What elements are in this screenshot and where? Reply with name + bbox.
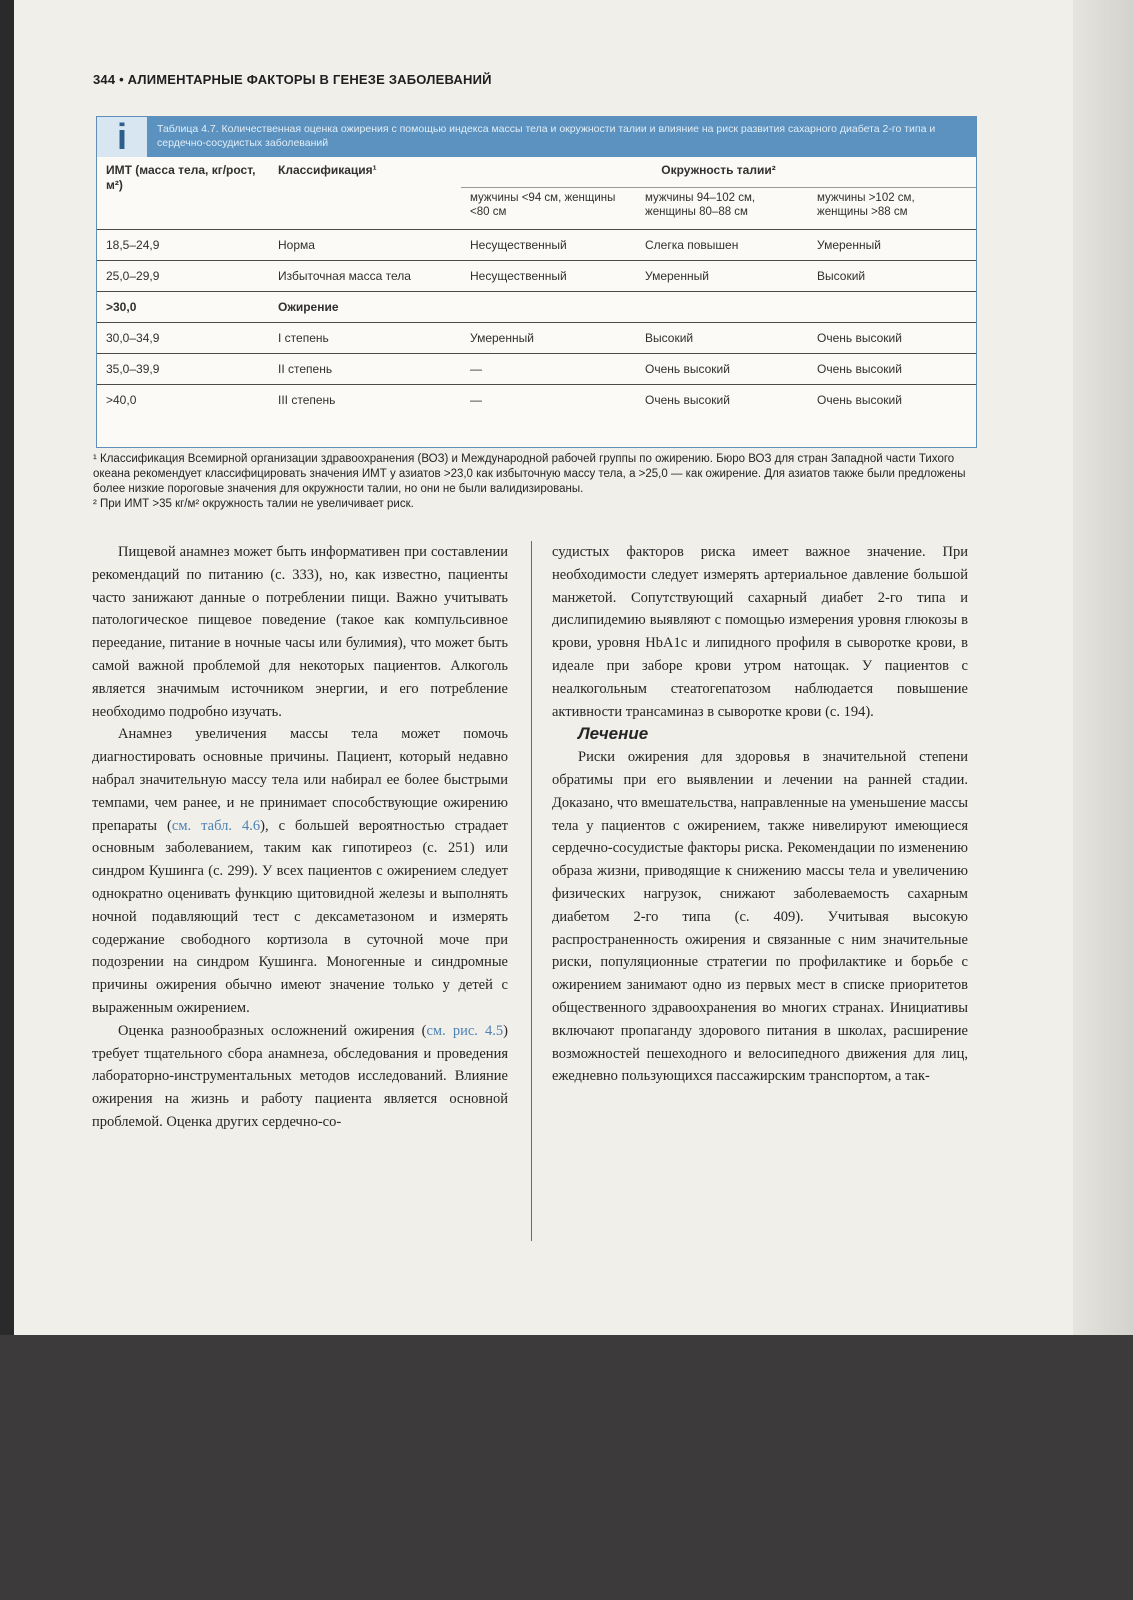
column-divider [531, 541, 532, 1241]
table-caption: Таблица 4.7. Количественная оценка ожирения с помощью индекса массы тела и окружности талии и влияние на риск развития сахарного диабета 2-го типа и сердечно-сосудистых заболеваний [157, 123, 936, 149]
header-classification: Классификация¹ [269, 157, 461, 230]
table-footnotes [93, 452, 978, 512]
paragraph: Пищевой анамнез может быть информативен при составлении рекомендаций по питанию (с. 333), но, как известно, пациенты часто занижают данные о потреблении пищи. Важно учитывать патологическое пищевое поведение (такое как компульсивное переедание, питание в ночные часы или булимия), что может быть самой важной проблемой для некоторых пациентов. Алкоголь является значимым источником энергии, и его потребление необходимо подробно изучать. [92, 544, 508, 720]
header-waist-mid: мужчины 94–102 см, женщины 80–88 см [636, 188, 808, 230]
table-row [97, 385, 976, 416]
cell-bmi: 35,0–39,9 [97, 354, 269, 385]
scan-background-bottom [0, 1335, 1133, 1600]
cell-risk: Умеренный [636, 261, 808, 292]
footnote-2: ² При ИМТ >35 кг/м² окружность талии не увеличивает риск. [93, 498, 414, 510]
text-run: ), с большей вероятностью страдает основным заболеванием, таким как гипотиреоз (с. 251) или синдром Кушинга (с. 299). У всех пациентов с ожирением следует однократно оценивать функцию щитовидной железы и выполнять ночной подавляющий тест с дексаметазоном и измерять содержание свободного кортизола в суточной моче при подозрении на синдром Кушинга. Моногенные и синдромные причины ожирения обычно имеют значение только у детей с выраженным ожирением. [92, 817, 508, 1016]
paragraph: Риски ожирения для здоровья в значительной степени обратимы при его выявлении и лечении на ранней стадии. Доказано, что вмешательства, направленные на уменьшение массы тела у пациентов с ожирением, также нивелируют имеющиеся сердечно-сосудистые факторы риска. Рекомендации по изменению образа жизни, приводящие к снижению массы тела и увеличению физических нагрузок, снижают заболеваемость сахарным диабетом 2-го типа (с. 409). Учитывая высокую распространенность ожирения и связанные с ним значительные риски, популяционные стратегии по профилактике и борьбе с ожирением занимают одно из первых мест в списке приоритетов общественного здравоохранения во многих странах. Инициативы включают пропаганду здорового питания в школах, расширение возможностей пешеходного и велосипедного движения для лиц, ежедневно пользующихся пассажирским транспортом, а так- [552, 749, 968, 1085]
table-4-7 [96, 116, 977, 448]
cell-risk [808, 292, 976, 323]
cell-risk: Очень высокий [636, 354, 808, 385]
paragraph [92, 1020, 508, 1134]
header-bmi: ИМТ (масса тела, кг/рост, м²) [97, 157, 269, 230]
table-header-row [97, 157, 976, 188]
bmi-table [97, 157, 976, 415]
cell-risk: Слегка повышен [636, 230, 808, 261]
table-row [97, 323, 976, 354]
header-waist: Окружность талии² [461, 157, 976, 188]
cell-bmi: >40,0 [106, 393, 137, 407]
paragraph [92, 723, 508, 1019]
cell-class: Ожирение [269, 292, 461, 323]
cell-class: I степень [269, 323, 461, 354]
footnote-1: ¹ Классификация Всемирной организации здравоохранения (ВОЗ) и Международной рабочей группы по ожирению. Бюро ВОЗ для стран Западной части Тихого океана рекомендует классифицировать значения ИМТ у азиатов >23,0 как избыточную массу тела, а >25,0 — как ожирение. Для азиатов также были предложены более низкие пороговые значения для окружности талии, но они не были валидизированы. [93, 453, 966, 495]
cell-risk: — [461, 354, 636, 385]
cell-risk [636, 292, 808, 323]
cell-class: Норма [269, 230, 461, 261]
table-caption-bar [97, 117, 976, 157]
text-column-left [92, 541, 508, 1134]
cell-risk: Очень высокий [817, 393, 902, 407]
table-row [97, 261, 976, 292]
cell-risk: — [470, 393, 482, 407]
cell-class: II степень [269, 354, 461, 385]
running-head: 344 • АЛИМЕНТАРНЫЕ ФАКТОРЫ В ГЕНЕЗЕ ЗАБОЛЕВАНИЙ [93, 72, 492, 87]
table-row [97, 230, 976, 261]
cell-bmi: >30,0 [97, 292, 269, 323]
text-run: ) требует тщательного сбора анамнеза, обследования и проведения лабораторно-инструментальных методов исследований. Влияние ожирения на жизнь и работу пациента является основной проблемой. Оценка других сердечно-со- [92, 1022, 508, 1130]
cell-bmi: 30,0–34,9 [97, 323, 269, 354]
table-row [97, 354, 976, 385]
cell-risk: Очень высокий [808, 323, 976, 354]
cell-risk: Несущественный [461, 261, 636, 292]
table-reference-link[interactable]: см. табл. 4.6 [171, 817, 261, 834]
cell-risk: Умеренный [461, 323, 636, 354]
cell-risk: Высокий [808, 261, 976, 292]
table-row [97, 292, 976, 323]
text-run: Анамнез увеличения массы тела может помочь диагностировать основные причины. Пациент, который недавно набрал значительную массу тела или набирал ее более быстрыми темпами, чем ранее, и не принимает способствующие ожирению препараты ( [92, 726, 508, 834]
info-icon: i [97, 117, 147, 157]
cell-risk: Несущественный [461, 230, 636, 261]
cell-risk: Умеренный [808, 230, 976, 261]
cell-risk: Очень высокий [808, 354, 976, 385]
figure-reference-link[interactable]: см. рис. 4.5 [426, 1022, 504, 1039]
cell-risk [461, 292, 636, 323]
section-heading: Лечение [578, 724, 649, 744]
cell-class: Избыточная масса тела [269, 261, 461, 292]
cell-bmi: 18,5–24,9 [97, 230, 269, 261]
cell-risk: Высокий [636, 323, 808, 354]
paragraph: судистых факторов риска имеет важное значение. При необходимости следует измерять артериальное давление большой манжетой. Сопутствующий сахарный диабет 2-го типа и дислипидемию выявляют с помощью измерения уровня глюкозы в крови, уровня HbA1c и липидного профиля в сыворотке крови, в идеале при заборе крови утром натощак. У пациентов с неалкогольным стеатогепатозом наблюдается повышение активности трансаминаз в сыворотке крови (с. 194). [552, 544, 968, 720]
text-column-right [552, 541, 968, 1088]
cell-bmi: 25,0–29,9 [97, 261, 269, 292]
cell-class: III степень [278, 393, 336, 407]
header-waist-high: мужчины >102 см, женщины >88 см [808, 188, 976, 230]
cell-risk: Очень высокий [645, 393, 730, 407]
header-waist-low: мужчины <94 см, женщины <80 см [461, 188, 636, 230]
text-run: Оценка разнообразных осложнений ожирения ( [118, 1022, 427, 1039]
